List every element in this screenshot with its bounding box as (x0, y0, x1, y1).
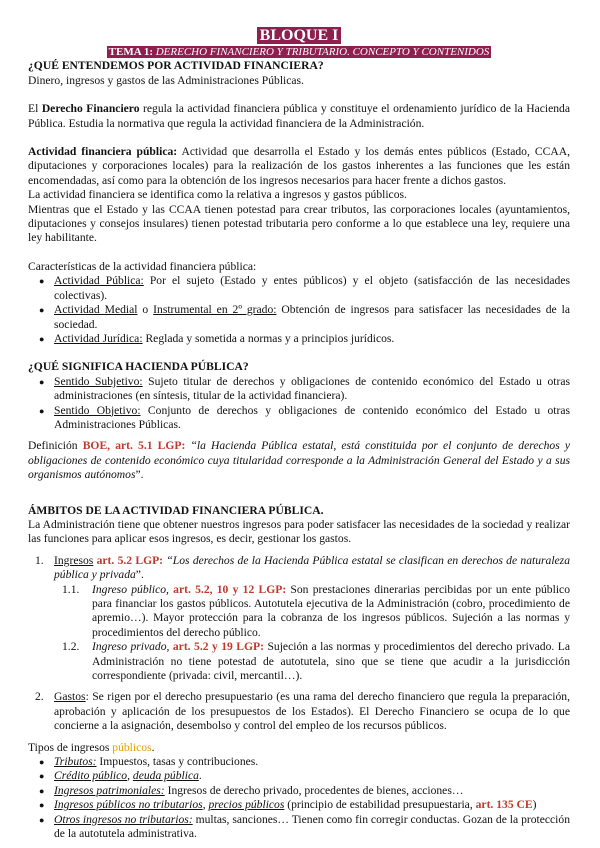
list-item: ● Ingresos patrimoniales: Ingresos de derecho privado, procedentes de bienes, acciones… (54, 784, 570, 798)
tipos-ingresos-list (28, 755, 570, 841)
derecho-financiero-paragraph: El Derecho Financiero regula la actividad financiera pública y constituye el ordenamiento jurídico de la Hacienda Pública. Estudia la normativa que regula la actividad financiera de la Administración. (28, 102, 570, 130)
list-item: ● Actividad Medial o Instrumental en 2º grado: Obtención de ingresos para satisfacer las necesidades de la sociedad. (54, 303, 570, 332)
intro-paragraph: Dinero, ingresos y gastos de las Administraciones Públicas. (28, 73, 304, 87)
ambitos-list (28, 554, 570, 734)
tipos-ingresos-title: Tipos de ingresos públicos. (28, 740, 155, 754)
section-heading-hacienda-publica: ¿QUÉ SIGNIFICA HACIENDA PÚBLICA? (28, 360, 249, 374)
list-item: ● Otros ingresos no tributarios: multas, sanciones… Tienen como fin corregir conductas. Gozan de la protección de la autotutela administrativa. (54, 813, 570, 842)
hacienda-list (28, 375, 570, 433)
definicion-paragraph: Definición BOE, art. 5.1 LGP: “la Hacienda Pública estatal, está constituida por el conjunto de derechos y obligaciones de contenido económico cuya titularidad corresponde a la Administración General del Estado y a sus organismos autónomos”. (28, 439, 570, 482)
list-item: ● Crédito público, deuda pública. (54, 769, 570, 783)
ingresos-sublist (54, 583, 570, 684)
actividad-financiera-paragraph: Actividad financiera pública: Actividad que desarrolla el Estado y los demás entes públicos (Estado, CCAA, diputaciones y corporaciones locales) para la realización de los gastos inherentes a las funciones que les están encomendadas, así como para la obtención de los ingresos necesarios para hacer frente a dichos gastos. (28, 145, 570, 187)
list-item: ● Actividad Jurídica: Reglada y sometida a normas y a principios jurídicos. (54, 332, 570, 346)
topic-title: TEMA 1: DERECHO FINANCIERO Y TRIBUTARIO. CONCEPTO Y CONTENIDOS (108, 46, 490, 58)
block-title: BLOQUE I (28, 0, 570, 45)
identificacion-paragraph: La actividad financiera se identifica como la relativa a ingresos y gastos públicos. (28, 188, 407, 202)
list-item: ● Tributos: Impuestos, tasas y contribuciones. (54, 755, 570, 769)
list-item: ● Sentido Objetivo: Conjunto de derechos y obligaciones de contenido económico del Estado u otras Administraciones Públicas. (54, 404, 570, 433)
list-item: 2. Gastos: Se rigen por el derecho presupuestario (es una rama del derecho financiero que regula la preparación, aprobación y aplicación de los presupuestos de los Estados). El Derecho Financiero se ocupa de lo que concierne a la asignación, desembolso y control del empleo de los recursos públicos. (35, 690, 570, 733)
caracteristicas-list (28, 274, 570, 346)
list-item: 1.2. Ingreso privado, art. 5.2 y 19 LGP: Sujeción a las normas y procedimientos del derecho privado. La Administración no tiene potestad de autotutela, sino que se tiene que acudir a la jurisdicción correspondiente (privada: civil, mercantil…). (62, 640, 570, 683)
ambitos-intro: La Administración tiene que obtener nuestros ingresos para poder satisfacer las necesidades de la sociedad y realizar las funciones para aplicar esos ingresos, es decir, gestionar los gastos. (28, 517, 570, 546)
list-item: ● Sentido Subjetivo: Sujeto titular de derechos y obligaciones de contenido económico del Estado u otras administraciones (en síntesis, titular de la actividad financiera). (54, 375, 570, 404)
list-item: 1.1. Ingreso público, art. 5.2, 10 y 12 LGP: Son prestaciones dinerarias percibidas por un ente público para financiar los gastos públicos. Autotutela ejecutiva de la Administración (cobro, procedimiento de apremio…). Mayor protección para la cobranza de los ingresos públicos. Sujeción a las normas y procedimientos del derecho público. (62, 582, 570, 639)
section-heading-actividad-financiera: ¿QUÉ ENTENDEMOS POR ACTIVIDAD FINANCIERA? (28, 59, 324, 73)
list-item: ● Actividad Pública: Por el sujeto (Estado y entes públicos) y el objeto (satisfacción de las necesidades colectivas). (54, 274, 570, 303)
list-item: 1. Ingresos art. 5.2 LGP: “Los derechos de la Hacienda Pública estatal se clasifican en derechos de naturaleza pública y privada”. 1.1. Ingreso público, art. 5.2, 10 y 12 LGP: Son prestaciones dinerarias percibidas por un ente público para financiar los gastos públicos. Autotutela ejecutiva de la Administración (cobro, procedimiento de apremio…). Mayor protección para la cobranza de los ingresos públicos. Sujeción a las normas y procedimientos del derecho público. 1.2. Ingreso privado, art. 5.2 y 19 LGP: Sujeción a las normas y procedimientos del derecho privado. La Administración no tiene potestad de autotutela, sino que se tiene que acudir a la jurisdicción correspondiente (privada: civil, mercantil…). (35, 553, 570, 683)
potestad-paragraph: Mientras que el Estado y las CCAA tienen potestad para crear tributos, las corporaciones locales (ayuntamientos, diputaciones y consejos insulares) tienen potestad tributaria pero conforme a lo que establece una ley, requiere una ley habilitante. (28, 202, 570, 245)
caracteristicas-title: Características de la actividad financiera pública: (28, 259, 257, 273)
list-item: ● Ingresos públicos no tributarios, precios públicos (principio de estabilidad presupuestaria, art. 135 CE) (54, 798, 570, 812)
section-heading-ambitos: ÁMBITOS DE LA ACTIVIDAD FINANCIERA PÚBLICA. (28, 503, 324, 517)
